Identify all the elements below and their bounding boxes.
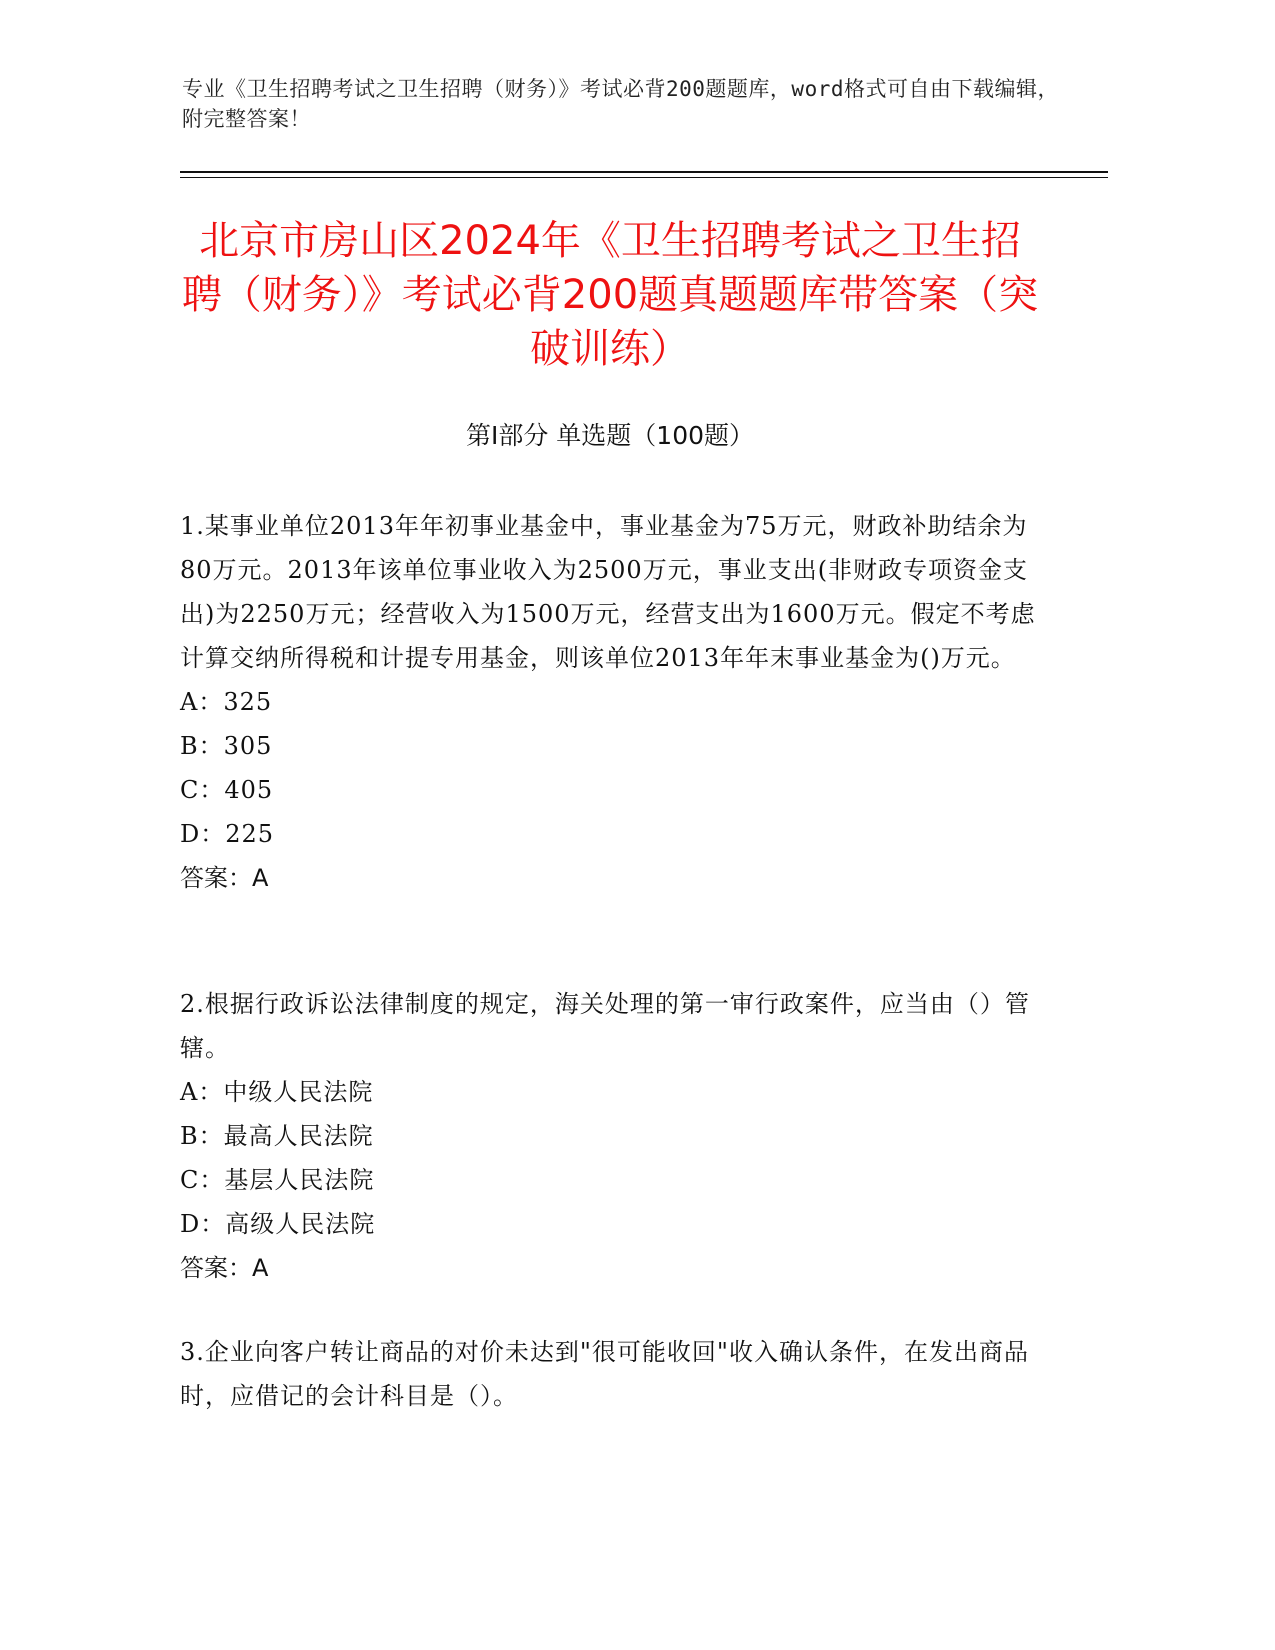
header-divider-thin [180, 177, 1108, 178]
option-d: D：225 [180, 820, 275, 848]
header-divider-thick [180, 171, 1108, 173]
option-a: A：中级人民法院 [180, 1078, 374, 1106]
question-stem: 1.某事业单位2013年年初事业基金中，事业基金为75万元，财政补助结余为80万元。2013年该单位事业收入为2500万元，事业支出(非财政专项资金支出)为2250万元；经营收入为1500万元，经营支出为1600万元。假定不考虑计算交纳所得税和计提专用基金，则该单位2013年年末事业基金为()万元。 [180, 512, 1036, 672]
question-3 [180, 1330, 1040, 1418]
header-note: 专业《卫生招聘考试之卫生招聘（财务）》考试必背200题题库，word格式可自由下载编辑，附完整答案！ [182, 77, 1059, 131]
option-b: B：305 [180, 732, 273, 760]
option-a: A：325 [180, 688, 273, 716]
document-title: 北京市房山区2024年《卫生招聘考试之卫生招聘（财务）》考试必背200题真题题库带答案（突破训练） [181, 218, 1039, 372]
answer: 答案：A [180, 864, 269, 892]
answer: 答案：A [180, 1254, 269, 1282]
question-2 [180, 982, 1040, 1290]
section-heading: 第Ⅰ部分 单选题（100题） [465, 421, 755, 450]
question-stem: 3.企业向客户转让商品的对价未达到"很可能收回"收入确认条件，在发出商品时，应借记的会计科目是（）。 [180, 1338, 1029, 1410]
option-b: B：最高人民法院 [180, 1122, 374, 1150]
question-1 [180, 504, 1040, 900]
option-c: C：405 [180, 776, 274, 804]
question-stem: 2.根据行政诉讼法律制度的规定，海关处理的第一审行政案件，应当由（）管辖。 [180, 990, 1030, 1062]
option-d: D：高级人民法院 [180, 1210, 376, 1238]
option-c: C：基层人民法院 [180, 1166, 375, 1194]
